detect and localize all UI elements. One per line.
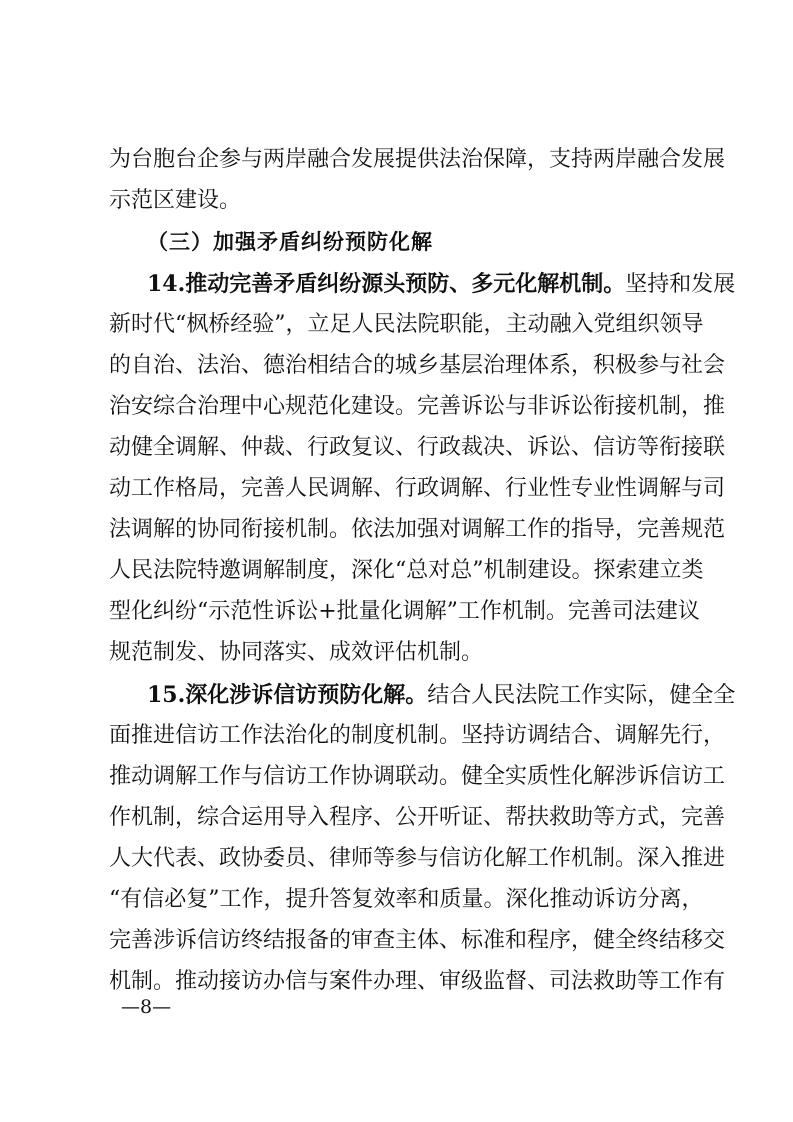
item-15-title: 15.深化涉诉信访预防化解。 bbox=[147, 682, 428, 708]
body-line: 新时代“枫桥经验”，立足人民法院职能，主动融入党组织领导 bbox=[109, 312, 704, 337]
body-line: 法调解的协同衔接机制。依法加强对调解工作的指导，完善规范 bbox=[109, 517, 726, 542]
body-line: 型化纠纷“示范性诉讼+批量化调解”工作机制。完善司法建议 bbox=[109, 599, 700, 624]
item-15-first-line bbox=[147, 675, 736, 715]
body-line: 人大代表、政协委员、律师等参与信访化解工作机制。深入推进 bbox=[109, 846, 726, 871]
body-line: 人民法院特邀调解制度，深化“总对总”机制建设。探索建立类 bbox=[109, 558, 704, 583]
body-line: 推动调解工作与信访工作协调联动。健全实质性化解涉诉信访工 bbox=[109, 764, 726, 789]
page-number: —8— bbox=[121, 996, 172, 1018]
body-line: 作机制，综合运用导入程序、公开听证、帮扶救助等方式，完善 bbox=[109, 805, 726, 830]
body-line: 面推进信访工作法治化的制度机制。坚持访调结合、调解先行， bbox=[109, 723, 726, 748]
body-line: 为台胞台企参与两岸融合发展提供法治保障，支持两岸融合发展 bbox=[109, 147, 726, 172]
body-line: 的自治、法治、德治相结合的城乡基层治理体系，积极参与社会 bbox=[109, 353, 726, 378]
item-14-text: 坚持和发展 bbox=[625, 272, 736, 297]
body-line: 机制。推动接访办信与案件办理、审级监督、司法救助等工作有 bbox=[109, 969, 726, 994]
item-14-title: 14.推动完善矛盾纠纷源头预防、多元化解机制。 bbox=[147, 271, 626, 297]
item-14-first-line bbox=[147, 264, 736, 304]
body-line: 完善涉诉信访终结报备的审查主体、标准和程序，健全终结移交 bbox=[109, 928, 726, 953]
body-line: 动健全调解、仲裁、行政复议、行政裁决、诉讼、信访等衔接联 bbox=[109, 435, 726, 460]
body-line: 动工作格局，完善人民调解、行政调解、行业性专业性调解与司 bbox=[109, 476, 726, 501]
body-line: “有信必复”工作，提升答复效率和质量。深化推动诉访分离， bbox=[109, 887, 704, 912]
body-line: 示范区建设。 bbox=[109, 188, 242, 213]
item-15-text: 结合人民法院工作实际，健全全 bbox=[427, 683, 736, 708]
body-line: 治安综合治理中心规范化建设。完善诉讼与非诉讼衔接机制，推 bbox=[109, 394, 726, 419]
body-line: 规范制发、协同落实、成效评估机制。 bbox=[109, 640, 484, 665]
section-heading: （三）加强矛盾纠纷预防化解 bbox=[147, 230, 433, 254]
